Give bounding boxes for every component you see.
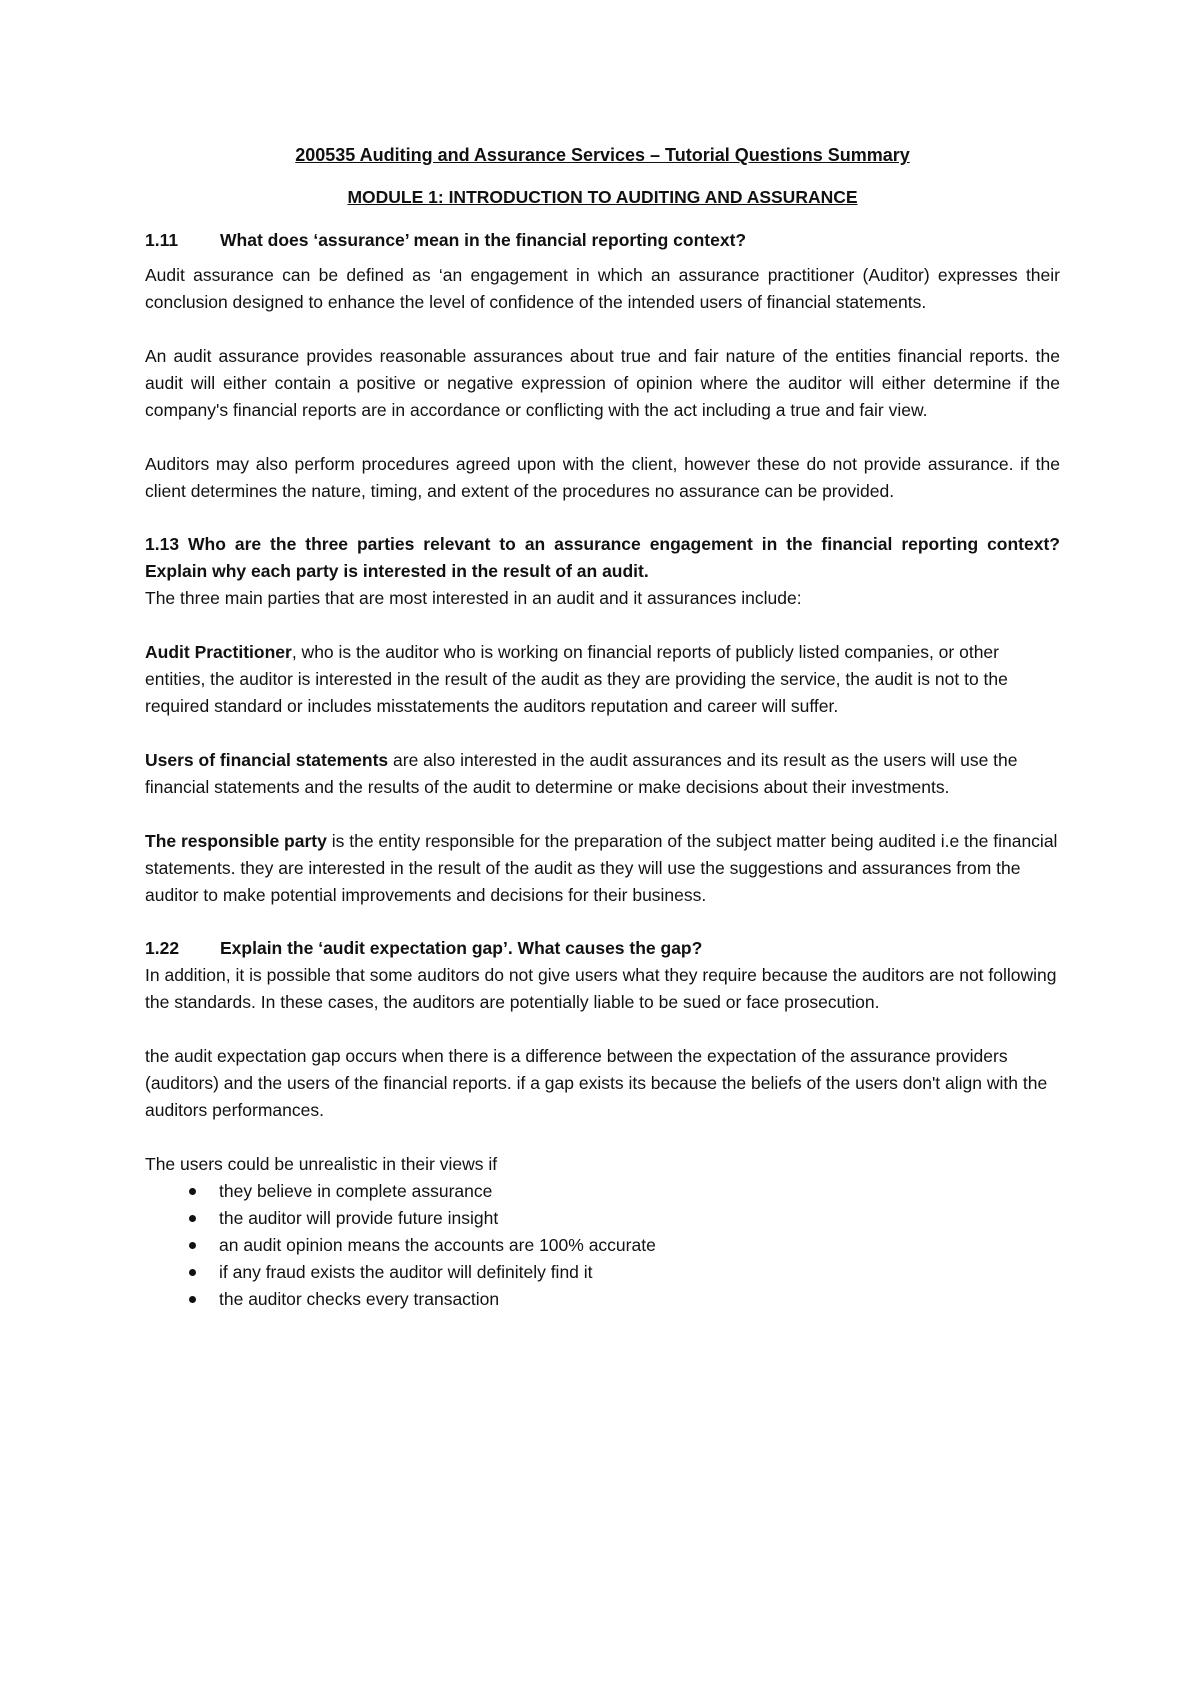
list-item: if any fraud exists the auditor will definitely find it (145, 1259, 1060, 1286)
party-paragraph-audit-practitioner (145, 639, 1060, 720)
party-label: Users of financial statements (145, 750, 389, 770)
paragraph: An audit assurance provides reasonable assurances about true and fair nature of the entities financial reports. the audit will either contain a positive or negative expression of opinion where the auditor will either determine if the company's financial reports are in accordance or conflicting with the act including a true and fair view. (145, 346, 1060, 420)
bullet-icon (189, 1296, 196, 1303)
list-intro: The users could be unrealistic in their views if (145, 1154, 498, 1174)
bullet-icon (189, 1188, 196, 1195)
party-label: Audit Practitioner (145, 642, 292, 662)
bullet-icon (189, 1269, 196, 1276)
list-item: an audit opinion means the accounts are 100% accurate (145, 1232, 1060, 1259)
party-paragraph-users (145, 747, 1060, 801)
party-paragraph-responsible-party (145, 828, 1060, 909)
question-1-11-heading (145, 227, 1060, 254)
party-description: is the entity responsible for the preparation of the subject matter being audited i.e the financial statements. they are interested in the result of the audit as they will use the suggestions and assurances from the auditor to make potential improvements and decisions for their business. (145, 831, 1058, 905)
bullet-icon (189, 1215, 196, 1222)
bullet-list (145, 1178, 1060, 1313)
module-title: MODULE 1: INTRODUCTION TO AUDITING AND ASSURANCE (347, 187, 858, 207)
bullet-icon (189, 1242, 196, 1249)
paragraph: the audit expectation gap occurs when there is a difference between the expectation of the assurance providers (auditors) and the users of the financial reports. if a gap exists its because the beliefs of the users don't align with the auditors performances. (145, 1046, 1048, 1120)
list-item: they believe in complete assurance (145, 1178, 1060, 1205)
party-description: , who is the auditor who is working on financial reports of publicly listed companies, or other entities, the auditor is interested in the result of the audit as they are providing the service, the audit is not to the required standard or includes misstatements the auditors reputation and career will suffer. (145, 642, 1008, 716)
question-1-13-heading: 1.13 Who are the three parties relevant to an assurance engagement in the financial reporting context? Explain why each party is interested in the result of an audit. (145, 534, 1060, 581)
list-item: the auditor checks every transaction (145, 1286, 1060, 1313)
question-number: 1.11 (145, 230, 179, 250)
paragraph: Audit assurance can be defined as ‘an engagement in which an assurance practitioner (Auditor) expresses their conclusion designed to enhance the level of confidence of the intended users of financial statements. (145, 265, 1060, 312)
question-1-22-heading (145, 935, 1060, 962)
question-text: Explain the ‘audit expectation gap’. What causes the gap? (220, 938, 703, 958)
paragraph: The three main parties that are most interested in an audit and it assurances include: (145, 588, 802, 608)
paragraph: In addition, it is possible that some auditors do not give users what they require because the auditors are not following the standards. In these cases, the auditors are potentially liable to be sued or face prosecution. (145, 965, 1057, 1012)
document-title: 200535 Auditing and Assurance Services – Tutorial Questions Summary (295, 145, 910, 165)
paragraph: Auditors may also perform procedures agreed upon with the client, however these do not provide assurance. if the client determines the nature, timing, and extent of the procedures no assurance can be provided. (145, 454, 1060, 501)
party-description: are also interested in the audit assurances and its result as the users will use the financial statements and the results of the audit to determine or make decisions about their investments. (145, 750, 1018, 797)
question-number: 1.22 (145, 938, 180, 958)
list-item: the auditor will provide future insight (145, 1205, 1060, 1232)
question-text: What does ‘assurance’ mean in the financial reporting context? (220, 230, 747, 250)
party-label: The responsible party (145, 831, 327, 851)
